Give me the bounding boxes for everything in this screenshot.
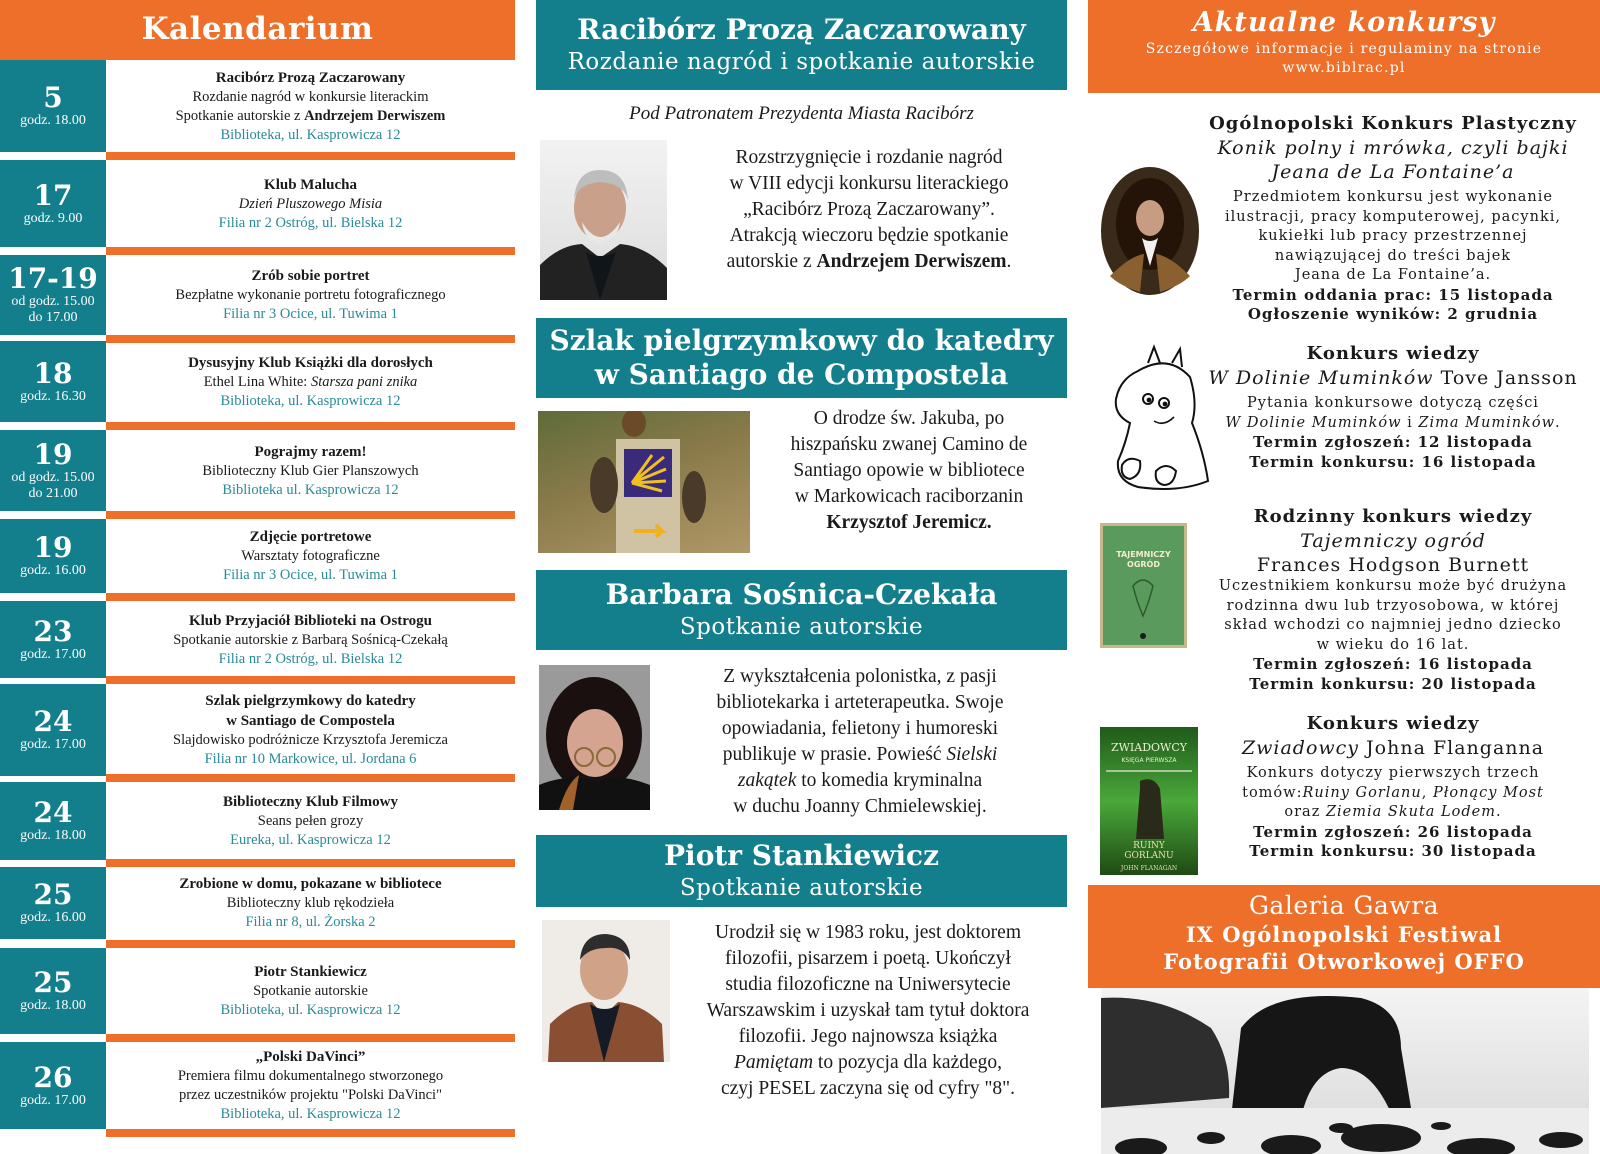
event-title: w Santiago de Compostela: [226, 713, 395, 729]
divider: [106, 247, 515, 255]
event-title: Zdjęcie portretowe: [249, 529, 372, 545]
contests-title: Aktualne konkursy: [1192, 7, 1496, 38]
event-location: Eureka, ul. Kasprowicza 12: [230, 832, 391, 848]
event-description: Dzień Pluszowego Misia: [238, 195, 383, 212]
raciborz-banner: [536, 0, 1067, 90]
contest-description: Pytania konkursowe dotyczą części W Dolinie Muminków i Zima Muminków.: [1225, 395, 1561, 431]
event-time: godz. 16.00: [20, 910, 86, 925]
event-time: godz. 17.00: [20, 737, 86, 752]
author-photo-sosnica: [539, 665, 650, 810]
szlak-banner: [536, 318, 1067, 398]
event-date: [0, 430, 106, 511]
event-details: [106, 430, 515, 511]
event-details: [106, 684, 515, 776]
sea-arch-landscape-icon: [1101, 988, 1589, 1154]
event-day: 23: [33, 614, 73, 648]
event-day: 25: [33, 966, 73, 999]
banner-title: Racibórz Prozą Zaczarowany: [577, 13, 1026, 46]
portrait-icon: [542, 920, 670, 1062]
contest-author: Frances Hodgson Burnett: [1256, 554, 1530, 576]
event-details: [106, 782, 515, 860]
raciborz-description: Rozstrzygnięcie i rozdanie nagród w VIII edycji konkursu literackiego „Racibórz Prozą Zaczarowany”. Atrakcją wieczoru będzie spotkanie autorskie z Andrzejem Derwiszem.: [726, 147, 1012, 272]
gallery-name: Galeria Gawra: [1248, 891, 1440, 920]
gallery-banner: [1088, 885, 1600, 988]
event-location: Biblioteka, ul. Kasprowicza 12: [220, 392, 401, 409]
event-description: Spotkanie autorskie z Barbarą Sośnicą-Czekałą: [173, 631, 448, 648]
banner-title: Barbara Sośnica-Czekała: [605, 578, 998, 611]
event-time: godz. 18.00: [20, 113, 86, 128]
book-cover-subtitle: KSIĘGA PIERWSZA: [1121, 757, 1177, 764]
event-description: Seans pełen grozy: [257, 813, 364, 829]
event-time: godz. 16.00: [20, 563, 86, 578]
divider: [106, 152, 515, 160]
event-time-end: do 21.00: [28, 485, 78, 501]
banner-title: Piotr Stankiewicz: [664, 839, 939, 872]
contest-title: Konkurs wiedzy: [1306, 713, 1480, 734]
barbara-description: Z wykształcenia polonistka, z pasji bibliotekarka i arteterapeutka. Swoje opowiadania, felietony i humoreski publikuje w prasie. Powieść Sielski zakątek to komedia kryminalna w duchu Joanny Chmielewskiej.: [716, 666, 1004, 817]
event-date: [0, 255, 106, 335]
la-fontaine-portrait: [1100, 166, 1200, 296]
book-cover-title: ZWIADOWCY: [1110, 741, 1188, 754]
contest-title: Konkurs wiedzy: [1306, 343, 1480, 364]
event-description: Biblioteczny Klub Gier Planszowych: [202, 462, 419, 479]
piotr-banner: [536, 835, 1067, 907]
banner-subtitle: Spotkanie autorskie: [679, 875, 924, 901]
event-details: [106, 60, 515, 152]
event-time-end: do 17.00: [28, 310, 78, 325]
calendar-event: [0, 430, 515, 511]
website-link[interactable]: www.biblrac.pl: [1282, 60, 1406, 76]
event-title: Zrobione w domu, pokazane w bibliotece: [179, 876, 442, 892]
event-location: Biblioteka, ul. Kasprowicza 12: [220, 126, 401, 143]
banner-title: w Santiago de Compostela: [594, 358, 1009, 391]
event-title: Piotr Stankiewicz: [254, 964, 367, 980]
calendar-event: [0, 684, 515, 776]
book-illustration-icon: [1103, 526, 1184, 645]
banner-subtitle: Rozdanie nagród i spotkanie autorskie: [567, 49, 1036, 75]
event-title: Dysusyjny Klub Książki dla dorosłych: [188, 354, 433, 371]
event-title: „Polski DaVinci”: [255, 1049, 366, 1065]
event-date: [0, 601, 106, 678]
contest-deadline: Termin konkursu: 30 listopada: [1249, 842, 1537, 860]
divider: [106, 593, 515, 601]
calendar-event: [0, 255, 515, 335]
event-time: od godz. 15.00: [11, 294, 95, 309]
event-date: [0, 948, 106, 1034]
event-location: Filia nr 2 Ostróg, ul. Bielska 12: [218, 214, 403, 231]
event-day: 17: [33, 178, 73, 212]
event-time: godz. 17.00: [20, 1092, 86, 1108]
event-details: [106, 255, 515, 335]
event-description: Bezpłatne wykonanie portretu fotograficznego: [175, 287, 446, 303]
event-description: Spotkanie autorskie z Andrzejem Derwiszem: [175, 107, 446, 124]
event-location: Biblioteka ul. Kasprowicza 12: [222, 481, 399, 498]
event-details: [106, 160, 515, 247]
banner-title: Szlak pielgrzymkowy do katedry: [549, 324, 1054, 357]
contest-muminki: Konkurs wiedzy W Dolinie Muminków Tove Jansson Pytania konkursowe dotyczą części W Dolinie Muminków i Zima Muminków. Termin zgłoszeń: 12 listopada Termin konkursu: 16 listopada: [1188, 342, 1598, 472]
event-time: godz. 17.00: [20, 646, 86, 662]
event-details: [106, 601, 515, 678]
event-date: [0, 867, 106, 939]
event-date: [0, 1042, 106, 1129]
contests-subtitle: Szczegółowe informacje i regulaminy na stronie: [1145, 41, 1543, 57]
event-location: Filia nr 10 Markowice, ul. Jordana 6: [204, 751, 417, 767]
divider: [106, 774, 515, 782]
contest-plastyczny: Ogólnopolski Konkurs Plastyczny Konik polny i mrówka, czyli bajki Jeana de La Fontaine’a Przedmiotem konkursu jest wykonanie ilustracji, pracy komputerowej, pacynki, kukiełki lub pracy przestrzennej nawiązującej do treści bajek Jeana de La Fontaine’a. Termin oddania prac: 15 listopada Ogłoszenie wyników: 2 grudnia: [1188, 112, 1598, 325]
event-title: Klub Malucha: [264, 176, 357, 193]
contest-deadline: Termin konkursu: 20 listopada: [1249, 674, 1537, 693]
event-time: godz. 9.00: [23, 210, 83, 226]
calendar-event: [0, 601, 515, 678]
portrait-icon: [1100, 166, 1200, 296]
event-details: [106, 867, 515, 939]
event-title: Szlak pielgrzymkowy do katedry: [205, 693, 416, 709]
event-time: godz. 16.30: [20, 388, 86, 404]
divider: [106, 422, 515, 430]
event-time: godz. 18.00: [20, 828, 86, 843]
calendar-event: [0, 60, 515, 152]
calendar-event: [0, 867, 515, 939]
event-description: Ethel Lina White: Starsza pani znika: [203, 373, 418, 390]
event-description: Spotkanie autorskie: [253, 983, 368, 999]
calendar-event: [0, 782, 515, 860]
event-description: Warsztaty fotograficzne: [241, 548, 380, 564]
event-description: Biblioteczny klub rękodzieła: [226, 895, 395, 911]
szlak-description: O drodze św. Jakuba, po hiszpańsku zwanej Camino de Santiago opowie w bibliotece w Markowicach raciborzanin Krzysztof Jeremicz.: [790, 408, 1028, 533]
contest-description: Przedmiotem konkursu jest wykonanie ilustracji, pracy komputerowej, pacynki, kukiełki lub pracy przestrzennej nawiązującej do treści bajek Jeana de La Fontaine’a.: [1225, 189, 1561, 283]
book-cover-author: JOHN FLANAGAN: [1120, 865, 1178, 872]
book-cover-volume: RUINY GORLANU: [1124, 841, 1174, 861]
pinhole-photo-sea-arch: [1101, 988, 1589, 1154]
event-title: Zrób sobie portret: [251, 268, 370, 284]
contest-deadline: Termin oddania prac: 15 listopada: [1232, 285, 1554, 304]
calendar-event: [0, 948, 515, 1034]
divider: [106, 511, 515, 519]
event-date: [0, 160, 106, 247]
event-day: 24: [33, 796, 73, 829]
event-day: 5: [43, 81, 63, 114]
contest-deadline: Termin zgłoszeń: 12 listopada: [1253, 433, 1533, 451]
event-description: Slajdowisko podróżnicze Krzysztofa Jeremicza: [173, 732, 448, 748]
event-day: 26: [33, 1060, 73, 1094]
event-location: Filia nr 2 Ostróg, ul. Bielska 12: [218, 650, 403, 667]
event-details: [106, 948, 515, 1034]
event-details: [106, 519, 515, 593]
divider: [106, 676, 515, 684]
patron-note: Pod Patronatem Prezydenta Miasta Racibórz: [629, 103, 974, 124]
camino-photo: [538, 411, 750, 553]
contest-zwiadowcy: Konkurs wiedzy Zwiadowcy Johna Flanganna Konkurs dotyczy pierwszych trzech tomów:Ruiny Gorlanu, Płonący Most oraz Ziemia Skuta Lodem. Termin zgłoszeń: 26 listopada Termin konkursu: 30 listopada: [1188, 712, 1598, 862]
event-description: Premiera filmu dokumentalnego stworzonego: [177, 1068, 444, 1084]
barbara-banner: [536, 570, 1067, 650]
calendar-event: [0, 519, 515, 593]
event-location: Biblioteka, ul. Kasprowicza 12: [220, 1002, 401, 1018]
contests-column: [1088, 0, 1600, 1154]
gallery-event-title: IX Ogólnopolski Festiwal: [1185, 922, 1503, 947]
calendar-event: [0, 1042, 515, 1129]
event-location: Biblioteka, ul. Kasprowicza 12: [220, 1106, 401, 1122]
event-date: [0, 60, 106, 152]
author-photo-stankiewicz: [542, 920, 670, 1062]
contest-deadline: Termin zgłoszeń: 26 listopada: [1253, 822, 1533, 841]
event-title: Klub Przyjaciół Biblioteki na Ostrogu: [188, 612, 433, 629]
contest-tajemniczy-ogrod: Rodzinny konkurs wiedzy Tajemniczy ogród Frances Hodgson Burnett Uczestnikiem konkursu może być drużyna rodzinna dwu lub trzyosobowa, w której skład wchodzi co najmniej jedno dziecko w wieku do 16 lat. Termin zgłoszeń: 16 listopada Termin konkursu: 20 listopada: [1188, 505, 1598, 694]
divider: [106, 1034, 515, 1042]
event-time: od godz. 15.00: [11, 469, 95, 485]
event-title: Biblioteczny Klub Filmowy: [222, 794, 398, 810]
event-title: Pograjmy razem!: [254, 443, 367, 460]
event-day: 25: [33, 878, 73, 911]
book-cover-tajemniczy-ogrod: [1100, 523, 1187, 648]
divider: [106, 940, 515, 948]
contest-deadline: Ogłoszenie wyników: 2 grudnia: [1247, 305, 1539, 323]
event-day: 18: [33, 356, 73, 390]
calendar-event: [0, 341, 515, 422]
event-time: godz. 18.00: [20, 998, 86, 1013]
event-day: 19: [33, 531, 73, 564]
camino-marker-icon: [538, 411, 750, 553]
gallery-event-title: Fotografii Otworkowej OFFO: [1163, 949, 1525, 974]
contest-deadline: Termin konkursu: 16 listopada: [1249, 452, 1537, 471]
author-photo-derwisz: [540, 140, 667, 300]
event-day: 24: [33, 705, 73, 738]
event-date: [0, 341, 106, 422]
contest-title: Rodzinny konkurs wiedzy: [1253, 506, 1533, 527]
event-details: [106, 1042, 515, 1129]
event-title: Racibórz Prozą Zaczarowany: [215, 69, 406, 86]
event-location: Filia nr 3 Ocice, ul. Tuwima 1: [223, 306, 398, 322]
event-date: [0, 519, 106, 593]
event-location: Filia nr 3 Ocice, ul. Tuwima 1: [223, 567, 398, 583]
contest-deadline: Termin zgłoszeń: 16 listopada: [1253, 655, 1533, 673]
event-location: Filia nr 8, ul. Żorska 2: [245, 914, 376, 930]
portrait-icon: [540, 140, 667, 300]
portrait-icon: [539, 665, 650, 810]
calendar-column: [0, 0, 515, 1154]
event-details: [106, 341, 515, 422]
event-day: 17-19: [8, 262, 98, 295]
event-date: [0, 684, 106, 776]
contest-title: Ogólnopolski Konkurs Plastyczny: [1209, 113, 1577, 134]
piotr-description: Urodził się w 1983 roku, jest doktorem filozofii, pisarzem i poetą. Ukończył studia filozoficzne na Uniwersytecie Warszawskim i uzyskał tam tytuł doktora filozofii. Jego najnowsza książka Pamiętam to pozycja dla każdego, czyj PESEL zaczyna się od cyfry "8".: [706, 922, 1030, 1099]
event-day: 19: [33, 437, 73, 471]
contest-description: Konkurs dotyczy pierwszych trzech tomów:Ruiny Gorlanu, Płonący Most oraz Ziemia Skuta Lodem.: [1242, 765, 1544, 820]
event-description: Rozdanie nagród w konkursie literackim: [192, 88, 429, 105]
book-cover-title: TAJEMNICZY OGRÓD: [1116, 550, 1171, 569]
banner-subtitle: Spotkanie autorskie: [679, 614, 924, 640]
event-description: przez uczestników projektu "Polski DaVinci": [178, 1087, 443, 1103]
contest-description: Uczestnikiem konkursu może być drużyna rodzinna dwu lub trzyosobowa, w której skład wchodzi co najmniej jedno dziecko w wieku do 16 lat.: [1218, 578, 1568, 653]
book-cover-zwiadowcy: [1100, 727, 1198, 875]
contests-header: [1088, 0, 1600, 93]
divider: [106, 1129, 515, 1137]
calendar-event: [0, 160, 515, 247]
calendar-title: Kalendarium: [0, 0, 515, 60]
event-date: [0, 782, 106, 860]
features-column: [536, 0, 1067, 1154]
divider: [106, 859, 515, 867]
